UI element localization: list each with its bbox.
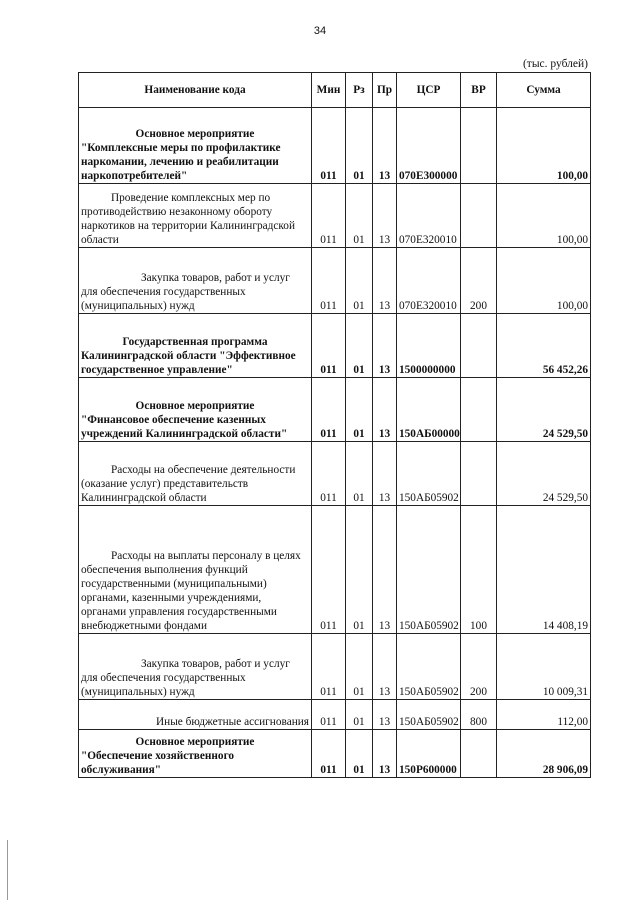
row-csr: 150АБ05902 [397,634,461,700]
row-rz: 01 [346,634,373,700]
row-rz: 01 [346,442,373,506]
row-csr: 150АБ05902 [397,700,461,730]
row-min: 011 [312,184,346,248]
row-rz: 01 [346,184,373,248]
row-name: Иные бюджетные ассигнования [79,700,312,730]
row-rz: 01 [346,248,373,314]
header-vr: ВР [461,73,497,108]
row-sum: 56 452,26 [497,314,591,378]
row-name-line1: Государственная программа [122,336,268,348]
row-rz: 01 [346,314,373,378]
row-name: Расходы на обеспечение деятельности (оказание услуг) представительств Калининградской области [79,442,312,506]
row-csr: 070E320010 [397,248,461,314]
scan-margin-mark [7,840,8,900]
row-sum: 100,00 [497,108,591,184]
row-csr: 070E320010 [397,184,461,248]
units-label: (тыс. рублей) [522,58,588,70]
row-vr [461,108,497,184]
row-sum: 100,00 [497,184,591,248]
row-pr: 13 [373,314,397,378]
table-row [79,248,591,314]
row-name: Закупка товаров, работ и услуг для обеспечения государственных (муниципальных) нужд [79,634,312,700]
row-vr: 200 [461,248,497,314]
row-vr [461,378,497,442]
table-row [79,700,591,730]
row-rz: 01 [346,700,373,730]
row-sum: 24 529,50 [497,442,591,506]
row-name [79,314,312,378]
row-pr: 13 [373,108,397,184]
row-csr: 150АБ05902 [397,442,461,506]
budget-table [78,72,591,778]
page-number: 34 [313,25,327,37]
row-pr: 13 [373,378,397,442]
header-min: Мин [312,73,346,108]
row-rz: 01 [346,378,373,442]
row-pr: 13 [373,248,397,314]
row-min: 011 [312,378,346,442]
row-name-rest: "Финансовое обеспечение казенных учреждений Калининградской области" [81,414,288,440]
row-name-rest: Калининградской области "Эффективное государственное управление" [81,350,296,376]
row-name-line1: Основное мероприятие [135,736,255,748]
row-sum: 100,00 [497,248,591,314]
header-pr: Пр [373,73,397,108]
row-name: Расходы на выплаты персоналу в целях обеспечения выполнения функций государственными (муниципальными) органами, казенными учреждениями, органами управления государственными внебюджетными фондами [79,506,312,634]
row-csr: 150АБ05902 [397,506,461,634]
row-min: 011 [312,108,346,184]
row-vr [461,184,497,248]
row-name [79,108,312,184]
row-min: 011 [312,314,346,378]
table-row [79,730,591,778]
row-pr: 13 [373,700,397,730]
header-sum: Сумма [497,73,591,108]
row-vr [461,730,497,778]
row-pr: 13 [373,730,397,778]
row-vr [461,442,497,506]
row-pr: 13 [373,442,397,506]
row-vr: 200 [461,634,497,700]
row-sum: 24 529,50 [497,378,591,442]
row-pr: 13 [373,184,397,248]
row-vr [461,314,497,378]
row-name: Проведение комплексных мер по противодействию незаконному обороту наркотиков на территории Калининградской области [79,184,312,248]
row-sum: 28 906,09 [497,730,591,778]
row-name: Закупка товаров, работ и услуг для обеспечения государственных (муниципальных) нужд [79,248,312,314]
row-min: 011 [312,634,346,700]
row-vr: 800 [461,700,497,730]
row-min: 011 [312,730,346,778]
table-row [79,506,591,634]
table-header-row [79,73,591,108]
table-row [79,314,591,378]
row-min: 011 [312,248,346,314]
table-row [79,442,591,506]
row-name [79,730,312,778]
row-sum: 14 408,19 [497,506,591,634]
row-min: 011 [312,700,346,730]
row-name-line1: Основное мероприятие [135,400,255,412]
row-rz: 01 [346,108,373,184]
row-name [79,378,312,442]
row-sum: 10 009,31 [497,634,591,700]
row-csr: 1500000000 [397,314,461,378]
table-row [79,184,591,248]
header-csr: ЦСР [397,73,461,108]
table-row [79,378,591,442]
header-name: Наименование кода [79,73,312,108]
table-row [79,108,591,184]
row-csr: 150АБ00000 [397,378,461,442]
row-name-rest: "Обеспечение хозяйственного обслуживания" [81,750,235,776]
row-pr: 13 [373,506,397,634]
row-sum: 112,00 [497,700,591,730]
row-csr: 150Р600000 [397,730,461,778]
row-min: 011 [312,442,346,506]
table-row [79,634,591,700]
row-name-rest: "Комплексные меры по профилактике наркомании, лечению и реабилитации наркопотребителей" [81,142,281,182]
row-rz: 01 [346,730,373,778]
header-rz: Рз [346,73,373,108]
row-csr: 070E300000 [397,108,461,184]
row-vr: 100 [461,506,497,634]
row-name-line1: Основное мероприятие [135,128,255,140]
row-min: 011 [312,506,346,634]
row-rz: 01 [346,506,373,634]
row-pr: 13 [373,634,397,700]
